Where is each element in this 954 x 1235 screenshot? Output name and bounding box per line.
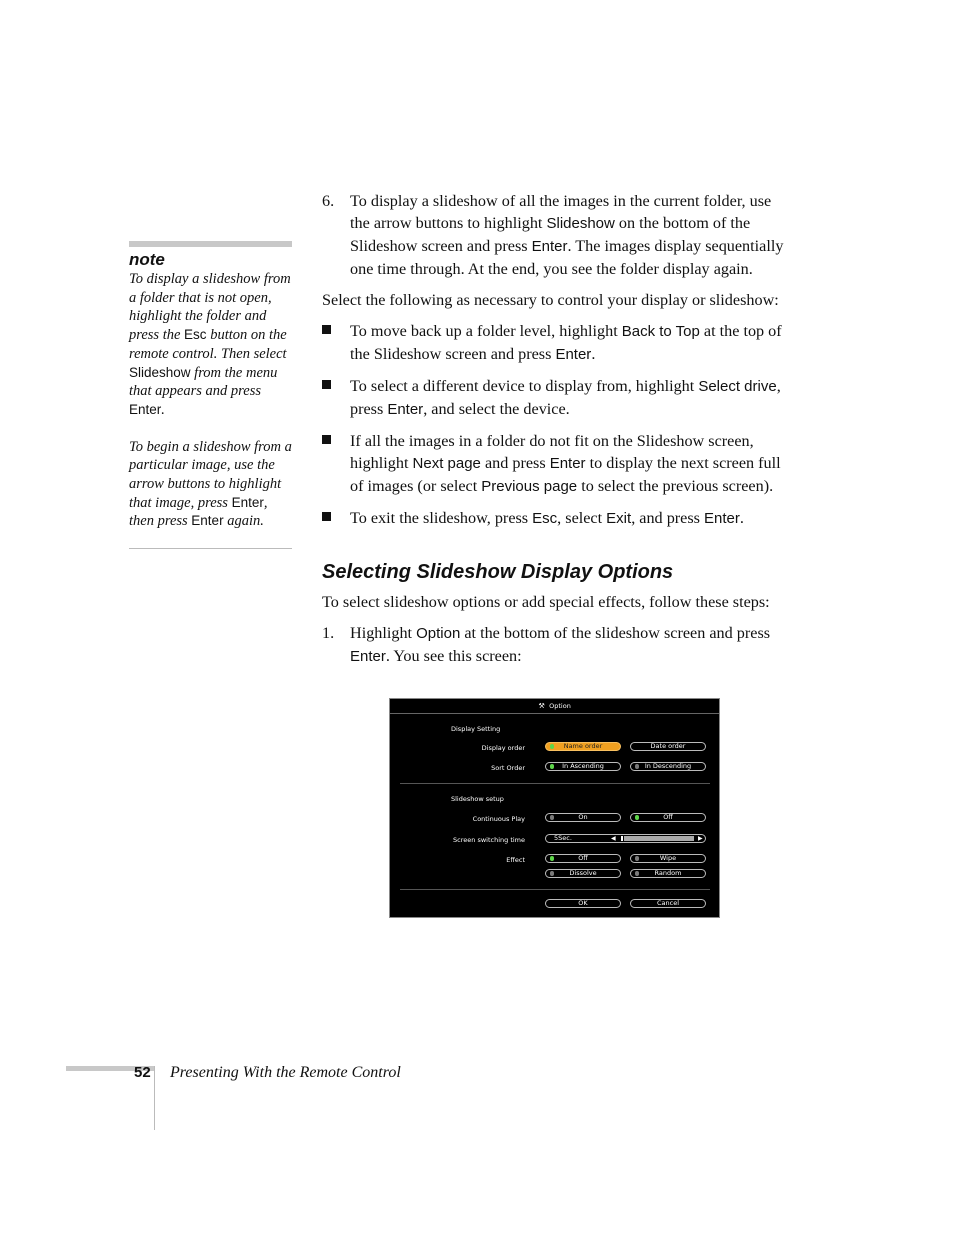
continuous-play-on-option[interactable] (545, 813, 621, 822)
note-bottom-rule (129, 548, 292, 549)
cancel-button[interactable]: Cancel (630, 899, 706, 908)
ui-term: Next page (412, 455, 481, 472)
indicator-icon (550, 764, 554, 769)
ui-term: Option (416, 625, 461, 642)
section-heading: Selecting Slideshow Display Options (322, 561, 674, 583)
option-label: In Descending (644, 762, 692, 770)
switching-time-label: Screen switching time (453, 836, 525, 844)
body-text: To select a different device to display from, highlight (350, 377, 699, 395)
ui-term: Enter (555, 346, 592, 363)
body-text: To display a slideshow of all the images in the current folder, use the arrow buttons to highlight (350, 192, 772, 232)
bullet-square (322, 380, 331, 389)
step-number: 6. (322, 192, 335, 210)
effect-random-option[interactable] (630, 869, 706, 878)
option-label: Off (663, 813, 673, 821)
option-label: Name order (563, 742, 603, 750)
ui-term: Back to Top (621, 323, 700, 340)
effect-dissolve-option[interactable] (545, 869, 621, 878)
ui-term: Enter (549, 455, 586, 472)
display-setting-heading: Display Setting (451, 725, 501, 733)
bullet-exit (322, 507, 792, 530)
indicator-icon (635, 815, 639, 820)
option-title: Option (549, 702, 571, 710)
option-screen-image (389, 698, 720, 918)
continuous-play-off-option[interactable] (630, 813, 706, 822)
switching-time-value: 5Sec. (554, 834, 572, 842)
ui-term: Esc (532, 510, 558, 527)
slideshow-setup-heading: Slideshow setup (451, 795, 504, 803)
ui-term: Slideshow (546, 215, 615, 232)
slider-thumb[interactable] (620, 835, 624, 842)
note-key: Enter (129, 401, 162, 417)
arrow-left-icon[interactable]: ◀ (611, 835, 616, 842)
note-top-bar (129, 241, 292, 247)
body-text: , select (557, 509, 607, 527)
name-order-option[interactable] (545, 742, 621, 751)
divider (400, 783, 710, 784)
bullet-select-drive (322, 375, 792, 421)
sidebar-note (129, 241, 292, 549)
note-title: note (129, 250, 165, 269)
body-text: on the bottom of the Slideshow screen and press (350, 214, 751, 255)
option-label: Date order (650, 742, 686, 750)
divider (400, 889, 710, 890)
note-key: Enter (191, 513, 224, 529)
intro-paragraph: Select the following as necessary to control your display or slideshow: (322, 291, 779, 309)
bullet-square (322, 325, 331, 334)
body-text: and press (480, 454, 550, 472)
switching-time-slider[interactable] (545, 834, 706, 843)
ok-button[interactable]: OK (545, 899, 621, 908)
note-text: from the menu that appears and press (129, 364, 278, 400)
ui-term: Enter (531, 238, 568, 255)
indicator-icon (550, 744, 554, 749)
indicator-icon (635, 764, 639, 769)
body-text: to select the previous screen). (577, 477, 774, 495)
body-text: at the bottom of the slideshow screen and press (460, 624, 771, 642)
option-label: Dissolve (569, 869, 597, 877)
continuous-play-label: Continuous Play (472, 815, 525, 823)
option-label: In Ascending (562, 762, 604, 770)
display-order-label: Display order (481, 744, 525, 752)
note-paragraph-1 (129, 270, 292, 420)
body-text: . (591, 345, 596, 363)
sort-order-label: Sort Order (491, 764, 525, 772)
body-text: Highlight (350, 624, 417, 642)
date-order-option[interactable] (630, 742, 706, 751)
note-text: again. (223, 513, 264, 530)
body-text: to display the next screen full of images (or select (350, 454, 781, 495)
step-number: 1. (322, 624, 335, 642)
indicator-icon (550, 815, 554, 820)
body-text: , and press (631, 509, 705, 527)
indicator-icon (635, 871, 639, 876)
footer-vertical-rule (154, 1066, 155, 1130)
ui-term: Previous page (481, 478, 578, 495)
note-text: . (161, 401, 165, 418)
option-label: Random (654, 869, 682, 877)
chapter-title: Presenting With the Remote Control (170, 1064, 401, 1081)
effect-wipe-option[interactable] (630, 854, 706, 863)
option-label: Off (578, 854, 588, 862)
ui-term: Enter (704, 510, 740, 527)
note-key: Slideshow (129, 364, 191, 380)
body-text: If all the images in a folder do not fit on the Slideshow screen, highlight (350, 432, 754, 472)
ui-term: Enter (350, 648, 386, 665)
body-text: , press (350, 377, 781, 418)
slider-track[interactable] (620, 836, 694, 841)
ui-term: Exit (606, 510, 632, 527)
note-text: , then press (129, 494, 268, 530)
page-number: 52 (134, 1064, 151, 1081)
option-title-bar (390, 699, 719, 714)
indicator-icon (550, 871, 554, 876)
body-text: . (739, 509, 744, 527)
in-descending-option[interactable] (630, 762, 706, 771)
note-text: To begin a slideshow from a particular image, use the arrow buttons to highlight that image, press (129, 438, 292, 511)
bullet-square (322, 435, 331, 444)
body-text: . You see this screen: (385, 647, 522, 665)
effect-off-option[interactable] (545, 854, 621, 863)
effect-label: Effect (506, 856, 525, 864)
main-content (322, 190, 792, 668)
option-label: On (578, 813, 588, 821)
note-key: Esc (184, 327, 207, 343)
intro-paragraph-2: To select slideshow options or add special effects, follow these steps: (322, 593, 770, 611)
note-paragraph-2 (129, 438, 292, 532)
bullet-next-page (322, 430, 792, 498)
indicator-icon (635, 856, 639, 861)
note-key: Enter (231, 494, 264, 510)
body-text: . The images display sequentially one time through. At the end, you see the folder display again. (350, 237, 784, 278)
indicator-icon (550, 856, 554, 861)
option-label: Wipe (659, 854, 677, 862)
body-text: at the top of the Slideshow screen and press (350, 322, 782, 363)
note-text: button on the remote control. Then select (129, 327, 287, 362)
body-text: , and select the device. (423, 400, 570, 418)
step-1 (322, 622, 792, 668)
bullet-square (322, 512, 331, 521)
ui-term: Select drive (698, 378, 777, 395)
bullet-back-to-top (322, 320, 792, 366)
body-text: To exit the slideshow, press (350, 509, 533, 527)
ui-term: Enter (387, 401, 424, 418)
arrow-right-icon[interactable]: ▶ (698, 835, 703, 842)
body-text: To move back up a folder level, highlight (350, 322, 622, 340)
step-6 (322, 190, 792, 280)
wrench-icon: ⚒ (538, 701, 545, 710)
note-text: To display a slideshow from a folder that is not open, highlight the folder and press the (129, 271, 291, 344)
in-ascending-option[interactable] (545, 762, 621, 771)
